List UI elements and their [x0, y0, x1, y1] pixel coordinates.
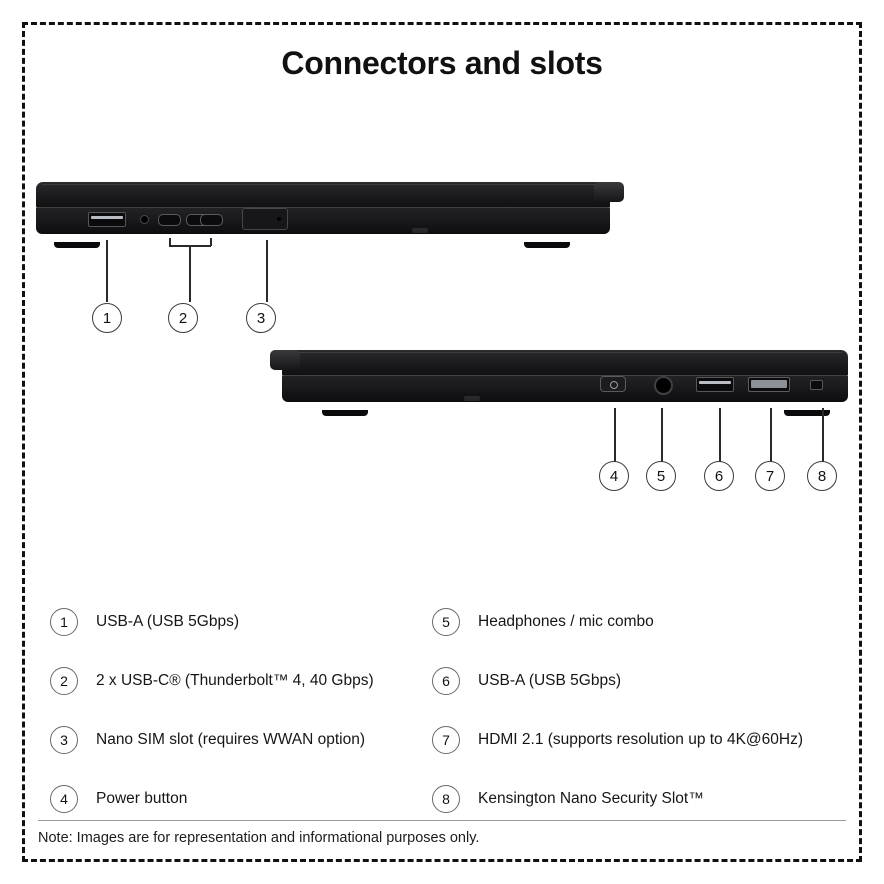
footer-note: Note: Images are for representation and informational purposes only.: [38, 830, 480, 846]
laptop-logo-bottom: [464, 396, 480, 401]
callout-8: 8: [807, 461, 837, 491]
laptop-hinge-bottom: [270, 350, 300, 370]
leader-line-2: [189, 245, 191, 302]
legend-item-6: [432, 651, 832, 710]
legend-column-right: [432, 592, 832, 828]
legend-badge-6: 6: [432, 667, 460, 695]
callout-1: 1: [92, 303, 122, 333]
legend-label-6: USB-A (USB 5Gbps): [478, 671, 621, 689]
leader-line-1: [106, 240, 108, 302]
kensington-nano-security-slot: [810, 380, 823, 390]
usb-a-port-bottom: [696, 377, 734, 392]
legend-badge-8: 8: [432, 785, 460, 813]
legend-badge-7: 7: [432, 726, 460, 754]
laptop-foot-left-top: [54, 242, 100, 248]
callout-7: 7: [755, 461, 785, 491]
laptop-hinge-top: [594, 182, 624, 202]
legend-item-5: [432, 592, 832, 651]
power-button: [600, 376, 626, 392]
callout-6: 6: [704, 461, 734, 491]
legend-badge-2: 2: [50, 667, 78, 695]
callout-5: 5: [646, 461, 676, 491]
legend-label-5: Headphones / mic combo: [478, 612, 654, 630]
usb-c-thunderbolt-port-3: [200, 214, 223, 226]
legend-item-2: [50, 651, 450, 710]
page-title: Connectors and slots: [281, 45, 603, 81]
laptop-left-side-view: [36, 182, 610, 244]
legend-label-2: 2 x USB-C® (Thunderbolt™ 4, 40 Gbps): [96, 671, 374, 689]
legend-label-8: Kensington Nano Security Slot™: [478, 789, 704, 807]
usb-a-port-top: [88, 212, 126, 227]
legend-label-7: HDMI 2.1 (supports resolution up to 4K@60Hz): [478, 730, 804, 748]
headphone-mic-combo-jack: [654, 376, 673, 395]
hdmi-port: [748, 377, 790, 392]
legend-item-7: [432, 710, 832, 769]
laptop-logo-top: [412, 228, 428, 233]
callout-4: 4: [599, 461, 629, 491]
legend-label-3: Nano SIM slot (requires WWAN option): [96, 730, 366, 748]
legend-label-4: Power button: [96, 789, 188, 807]
leader-line-2-left-tick: [169, 238, 171, 246]
laptop-lid-bottom: [282, 350, 848, 376]
laptop-foot-right-top: [524, 242, 570, 248]
legend-badge-1: 1: [50, 608, 78, 636]
note-divider: [38, 820, 846, 821]
callout-2: 2: [168, 303, 198, 333]
leader-line-3: [266, 240, 268, 302]
legend-badge-3: 3: [50, 726, 78, 754]
nano-sim-slot-tray: [242, 208, 288, 230]
legend-label-1: USB-A (USB 5Gbps): [96, 612, 239, 630]
laptop-lid-top: [36, 182, 610, 208]
laptop-foot-left-bottom: [322, 410, 368, 416]
leader-line-2-right-tick: [210, 238, 212, 246]
callout-3: 3: [246, 303, 276, 333]
indicator-pinhole-top: [140, 215, 149, 224]
usb-c-thunderbolt-port-1: [158, 214, 181, 226]
laptop-right-side-view: [282, 350, 848, 412]
legend-badge-5: 5: [432, 608, 460, 636]
legend-column-left: [50, 592, 450, 828]
legend-badge-4: 4: [50, 785, 78, 813]
legend-item-1: [50, 592, 450, 651]
legend-item-3: [50, 710, 450, 769]
